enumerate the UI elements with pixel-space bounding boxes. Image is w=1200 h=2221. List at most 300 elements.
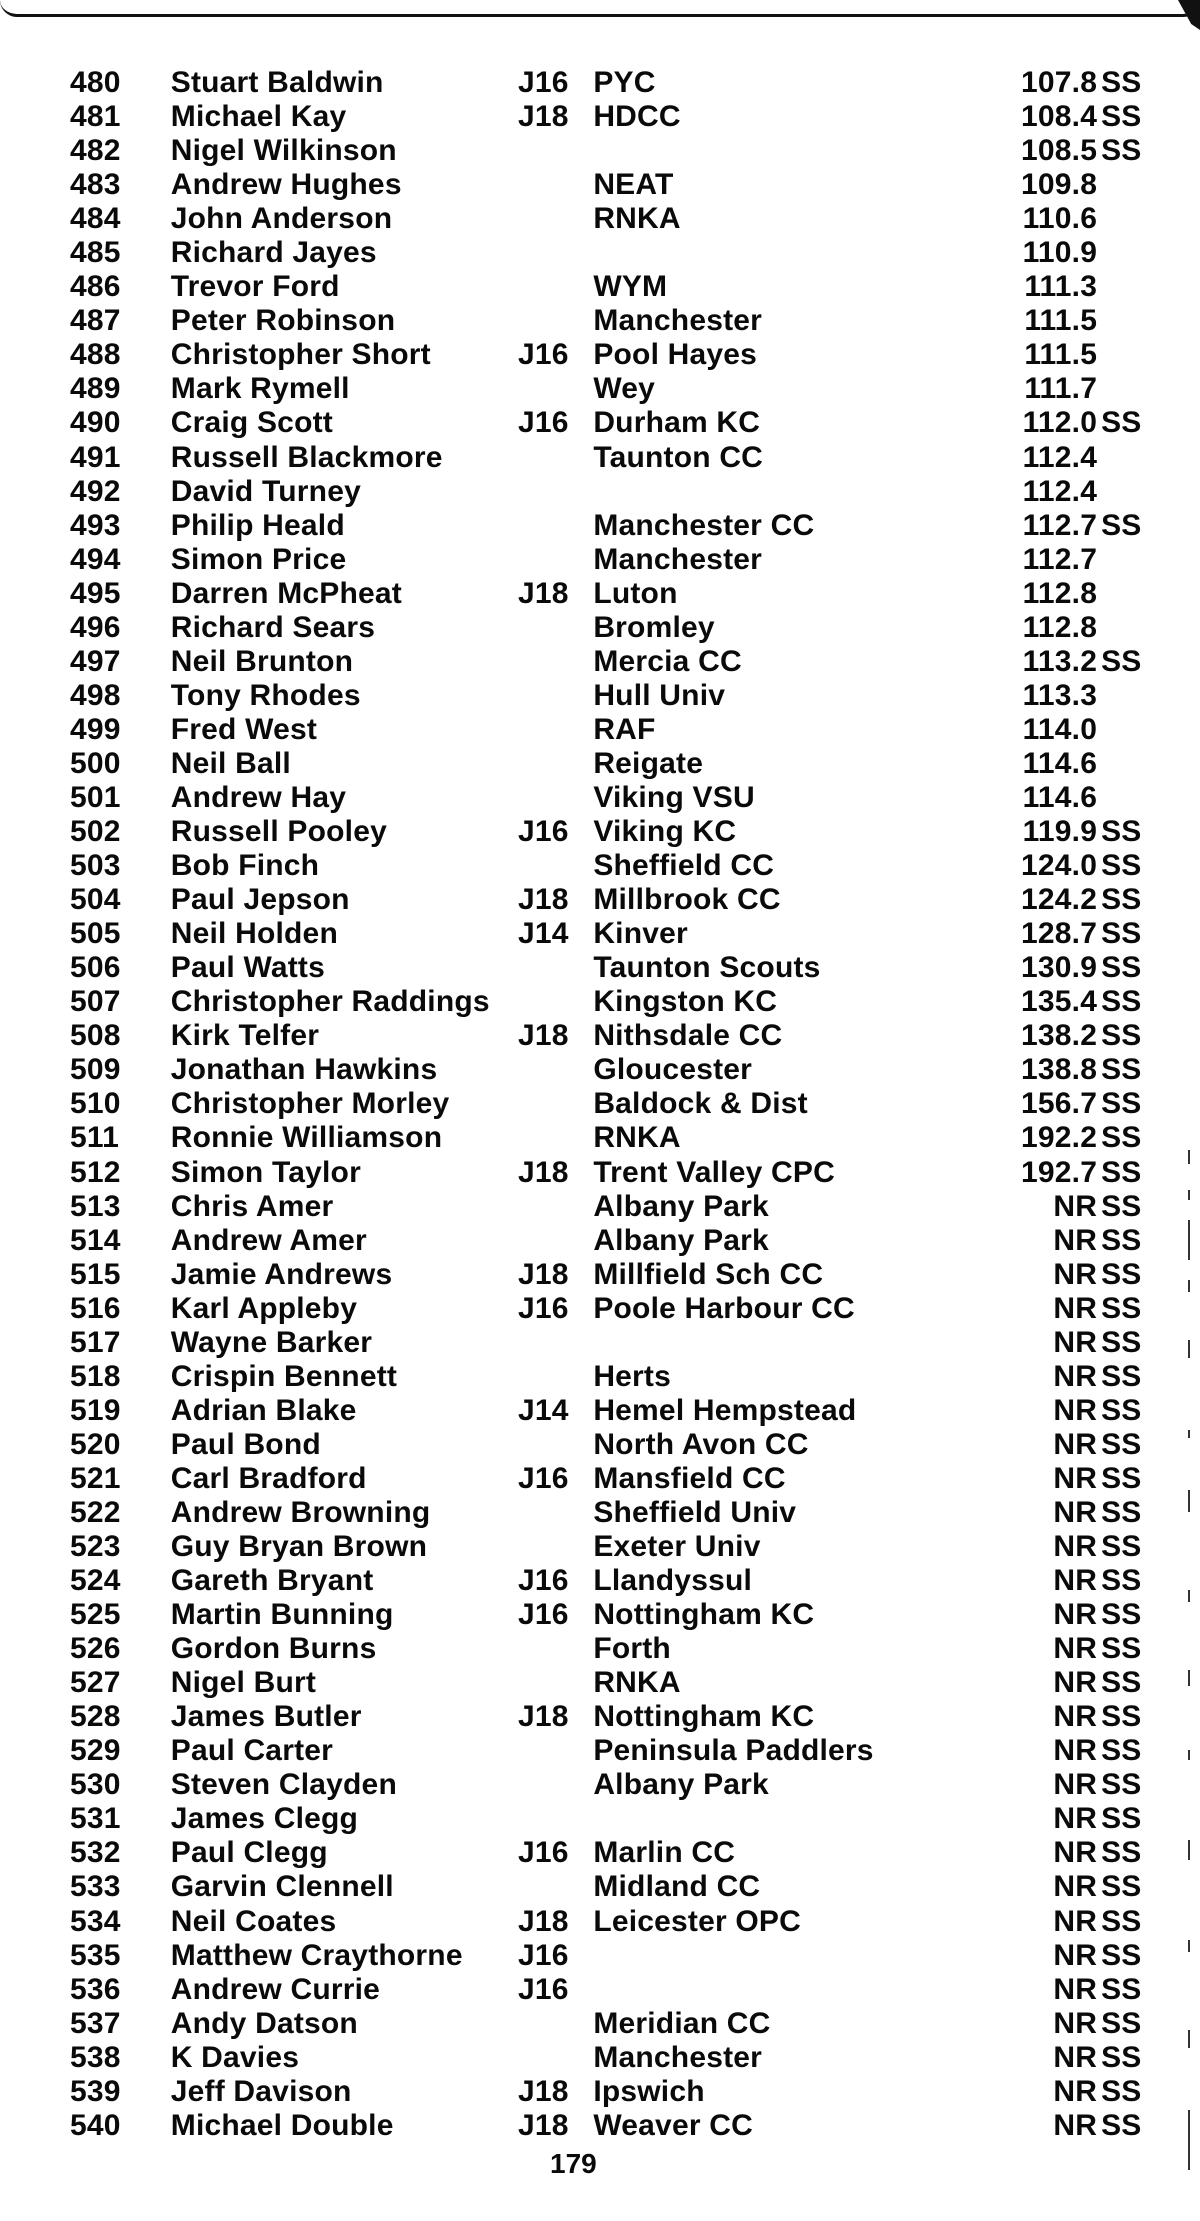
club-name: Albany Park bbox=[593, 1189, 769, 1223]
result-note: SS bbox=[1101, 406, 1142, 440]
result-time: 114.6 bbox=[1022, 746, 1098, 780]
entry-number: 530 bbox=[70, 1768, 121, 1802]
result-row bbox=[70, 1326, 1150, 1360]
entry-number: 536 bbox=[70, 1972, 121, 2006]
result-time: 110.9 bbox=[1022, 236, 1098, 270]
result-time: 110.6 bbox=[1022, 202, 1098, 236]
result-row bbox=[70, 1666, 1150, 1700]
result-time: NR bbox=[1053, 1461, 1098, 1495]
club-name: Albany Park bbox=[593, 1768, 769, 1802]
result-time: 107.8 bbox=[1021, 66, 1098, 99]
entry-number: 486 bbox=[70, 270, 121, 304]
entry-number: 512 bbox=[70, 1155, 121, 1189]
club-name: Weaver CC bbox=[593, 2108, 753, 2142]
club-name: Nottingham KC bbox=[593, 1598, 815, 1632]
result-time: 111.5 bbox=[1024, 304, 1098, 338]
result-note: SS bbox=[1101, 1632, 1142, 1666]
entry-number: 533 bbox=[70, 1870, 121, 1904]
age-class: J18 bbox=[518, 100, 569, 134]
competitor-name: Michael Kay bbox=[170, 100, 347, 134]
entry-number: 494 bbox=[70, 542, 121, 576]
competitor-name: Karl Appleby bbox=[170, 1291, 358, 1325]
age-class: J18 bbox=[518, 2108, 569, 2142]
entry-number: 511 bbox=[70, 1121, 119, 1155]
entry-number: 484 bbox=[70, 202, 121, 236]
competitor-name: Kirk Telfer bbox=[170, 1019, 320, 1053]
result-note: SS bbox=[1101, 951, 1142, 985]
competitor-name: Andrew Browning bbox=[170, 1495, 431, 1529]
competitor-name: Andrew Hughes bbox=[170, 168, 402, 202]
result-note: SS bbox=[1101, 883, 1142, 917]
result-time: 111.5 bbox=[1024, 338, 1098, 372]
entry-number: 515 bbox=[70, 1257, 121, 1291]
result-note: SS bbox=[1101, 849, 1142, 883]
club-name: Taunton Scouts bbox=[593, 951, 821, 985]
result-row bbox=[70, 645, 1150, 679]
entry-number: 493 bbox=[70, 508, 121, 542]
club-name: Bromley bbox=[593, 610, 715, 644]
competitor-name: John Anderson bbox=[170, 202, 393, 236]
result-note: SS bbox=[1101, 815, 1142, 849]
result-note: SS bbox=[1101, 1155, 1142, 1189]
result-note: SS bbox=[1101, 1223, 1142, 1257]
competitor-name: Andrew Amer bbox=[170, 1223, 367, 1257]
competitor-name: Craig Scott bbox=[170, 406, 333, 440]
result-row bbox=[70, 2041, 1150, 2075]
age-class: J16 bbox=[518, 1938, 569, 1972]
entry-number: 534 bbox=[70, 1904, 121, 1938]
result-time: NR bbox=[1053, 1598, 1098, 1632]
club-name: Nottingham KC bbox=[593, 1700, 815, 1734]
result-time: NR bbox=[1053, 1938, 1098, 1972]
competitor-name: Philip Heald bbox=[170, 508, 345, 542]
club-name: Forth bbox=[593, 1632, 671, 1666]
result-row bbox=[70, 2109, 1150, 2143]
result-time: 128.7 bbox=[1021, 917, 1098, 951]
result-time: 112.7 bbox=[1022, 542, 1098, 576]
result-time: 114.6 bbox=[1022, 780, 1098, 814]
competitor-name: Stuart Baldwin bbox=[170, 66, 384, 99]
entry-number: 497 bbox=[70, 644, 121, 678]
club-name: Viking VSU bbox=[593, 780, 755, 814]
page-top-edge bbox=[0, 0, 1200, 17]
result-time: NR bbox=[1053, 1393, 1098, 1427]
result-note: SS bbox=[1101, 1734, 1142, 1768]
entry-number: 487 bbox=[70, 304, 121, 338]
result-note: SS bbox=[1101, 1700, 1142, 1734]
result-row bbox=[70, 1598, 1150, 1632]
result-time: 192.7 bbox=[1021, 1155, 1098, 1189]
result-time: NR bbox=[1053, 2074, 1098, 2108]
result-time: NR bbox=[1053, 1666, 1098, 1700]
competitor-name: Trevor Ford bbox=[170, 270, 340, 304]
age-class: J18 bbox=[518, 576, 569, 610]
club-name: Durham KC bbox=[593, 406, 761, 440]
competitor-name: Christopher Short bbox=[170, 338, 431, 372]
competitor-name: David Turney bbox=[170, 474, 361, 508]
age-class: J18 bbox=[518, 1904, 569, 1938]
entry-number: 489 bbox=[70, 372, 121, 406]
result-note: SS bbox=[1101, 1904, 1142, 1938]
entry-number: 510 bbox=[70, 1087, 121, 1121]
result-row bbox=[70, 202, 1150, 236]
result-time: 124.2 bbox=[1021, 883, 1098, 917]
entry-number: 496 bbox=[70, 610, 121, 644]
result-row bbox=[70, 2007, 1150, 2041]
entry-number: 482 bbox=[70, 134, 121, 168]
club-name: Mansfield CC bbox=[593, 1461, 786, 1495]
entry-number: 532 bbox=[70, 1836, 121, 1870]
result-row bbox=[70, 1905, 1150, 1939]
entry-number: 540 bbox=[70, 2108, 121, 2142]
entry-number: 492 bbox=[70, 474, 121, 508]
result-time: 192.2 bbox=[1021, 1121, 1098, 1155]
result-row bbox=[70, 1258, 1150, 1292]
competitor-name: Neil Holden bbox=[170, 917, 338, 951]
competitor-name: K Davies bbox=[170, 2040, 300, 2074]
result-note: SS bbox=[1101, 1836, 1142, 1870]
club-name: Leicester OPC bbox=[593, 1904, 802, 1938]
result-row bbox=[70, 1428, 1150, 1462]
club-name: Herts bbox=[593, 1359, 672, 1393]
competitor-name: James Butler bbox=[170, 1700, 362, 1734]
age-class: J14 bbox=[518, 1393, 569, 1427]
result-note: SS bbox=[1101, 985, 1142, 1019]
result-row bbox=[70, 304, 1150, 338]
result-row bbox=[70, 747, 1150, 781]
result-row bbox=[70, 883, 1150, 917]
result-time: NR bbox=[1053, 1291, 1098, 1325]
result-note: SS bbox=[1101, 1053, 1142, 1087]
result-time: 112.4 bbox=[1022, 440, 1098, 474]
entry-number: 501 bbox=[70, 780, 121, 814]
club-name: WYM bbox=[593, 270, 668, 304]
result-row bbox=[70, 236, 1150, 270]
result-time: NR bbox=[1053, 1325, 1098, 1359]
entry-number: 519 bbox=[70, 1393, 121, 1427]
club-name: Wey bbox=[593, 372, 656, 406]
result-row bbox=[70, 1530, 1150, 1564]
entry-number: 508 bbox=[70, 1019, 121, 1053]
result-row bbox=[70, 1019, 1150, 1053]
age-class: J16 bbox=[518, 815, 569, 849]
entry-number: 491 bbox=[70, 440, 121, 474]
competitor-name: Jonathan Hawkins bbox=[170, 1053, 438, 1087]
competitor-name: Darren McPheat bbox=[170, 576, 402, 610]
competitor-name: Chris Amer bbox=[170, 1189, 334, 1223]
page-number: 179 bbox=[550, 2148, 597, 2179]
competitor-name: Simon Price bbox=[170, 542, 347, 576]
result-note: SS bbox=[1101, 1972, 1142, 2006]
age-class: J16 bbox=[518, 338, 569, 372]
result-time: 108.4 bbox=[1021, 100, 1098, 134]
competitor-name: Carl Bradford bbox=[170, 1461, 367, 1495]
result-time: NR bbox=[1053, 1189, 1098, 1223]
club-name: Meridian CC bbox=[593, 2006, 771, 2040]
result-row bbox=[70, 1632, 1150, 1666]
result-row bbox=[70, 168, 1150, 202]
result-note: SS bbox=[1101, 644, 1142, 678]
competitor-name: Adrian Blake bbox=[170, 1393, 357, 1427]
club-name: Pool Hayes bbox=[593, 338, 758, 372]
competitor-name: Neil Coates bbox=[170, 1904, 337, 1938]
entry-number: 490 bbox=[70, 406, 121, 440]
result-time: 135.4 bbox=[1021, 985, 1098, 1019]
result-time: NR bbox=[1053, 1870, 1098, 1904]
entry-number: 488 bbox=[70, 338, 121, 372]
result-time: NR bbox=[1053, 1495, 1098, 1529]
club-name: Gloucester bbox=[593, 1053, 753, 1087]
age-class: J18 bbox=[518, 1257, 569, 1291]
result-note: SS bbox=[1101, 508, 1142, 542]
competitor-name: Paul Watts bbox=[170, 951, 325, 985]
club-name: Reigate bbox=[593, 746, 704, 780]
result-note: SS bbox=[1101, 1257, 1142, 1291]
result-note: SS bbox=[1101, 2108, 1142, 2142]
club-name: Millfield Sch CC bbox=[593, 1257, 824, 1291]
result-row bbox=[70, 611, 1150, 645]
scan-edge-marks bbox=[1180, 1150, 1194, 2190]
age-class: J18 bbox=[518, 1155, 569, 1189]
club-name: Manchester bbox=[593, 542, 763, 576]
club-name: Ipswich bbox=[593, 2074, 705, 2108]
result-time: 112.4 bbox=[1022, 474, 1098, 508]
entry-number: 526 bbox=[70, 1632, 121, 1666]
age-class: J18 bbox=[518, 1019, 569, 1053]
age-class: J16 bbox=[518, 1598, 569, 1632]
club-name: Manchester bbox=[593, 304, 763, 338]
club-name: Poole Harbour CC bbox=[593, 1291, 855, 1325]
competitor-name: Gareth Bryant bbox=[170, 1564, 374, 1598]
competitor-name: Nigel Burt bbox=[170, 1666, 317, 1700]
result-row bbox=[70, 1802, 1150, 1836]
club-name: Luton bbox=[593, 576, 678, 610]
result-time: NR bbox=[1053, 2040, 1098, 2074]
competitor-name: Martin Bunning bbox=[170, 1598, 394, 1632]
result-time: 111.3 bbox=[1024, 270, 1098, 304]
result-time: NR bbox=[1053, 2108, 1098, 2142]
competitor-name: Peter Robinson bbox=[170, 304, 396, 338]
entry-number: 503 bbox=[70, 849, 121, 883]
result-row bbox=[70, 134, 1150, 168]
club-name: Viking KC bbox=[593, 815, 737, 849]
result-time: 108.5 bbox=[1021, 134, 1098, 168]
competitor-name: Guy Bryan Brown bbox=[170, 1530, 428, 1564]
entry-number: 539 bbox=[70, 2074, 121, 2108]
result-time: 112.7 bbox=[1022, 508, 1098, 542]
result-note: SS bbox=[1101, 1870, 1142, 1904]
result-note: SS bbox=[1101, 1666, 1142, 1700]
result-time: NR bbox=[1053, 1972, 1098, 2006]
result-note: SS bbox=[1101, 100, 1142, 134]
competitor-name: Tony Rhodes bbox=[170, 678, 361, 712]
competitor-name: Nigel Wilkinson bbox=[170, 134, 397, 168]
club-name: Trent Valley CPC bbox=[593, 1155, 835, 1189]
entry-number: 528 bbox=[70, 1700, 121, 1734]
result-row bbox=[70, 985, 1150, 1019]
result-row bbox=[70, 270, 1150, 304]
competitor-name: Gordon Burns bbox=[170, 1632, 377, 1666]
club-name: Hemel Hempstead bbox=[593, 1393, 857, 1427]
result-time: NR bbox=[1053, 1359, 1098, 1393]
result-note: SS bbox=[1101, 134, 1142, 168]
entry-number: 509 bbox=[70, 1053, 121, 1087]
entry-number: 517 bbox=[70, 1325, 121, 1359]
result-row bbox=[70, 1360, 1150, 1394]
result-row bbox=[70, 372, 1150, 406]
result-row bbox=[70, 815, 1150, 849]
result-row bbox=[70, 509, 1150, 543]
club-name: Mercia CC bbox=[593, 644, 742, 678]
competitor-name: Neil Brunton bbox=[170, 644, 354, 678]
competitor-name: Mark Rymell bbox=[170, 372, 350, 406]
result-note: SS bbox=[1101, 1938, 1142, 1972]
result-note: SS bbox=[1101, 1768, 1142, 1802]
result-row bbox=[70, 849, 1150, 883]
club-name: North Avon CC bbox=[593, 1427, 809, 1461]
club-name: NEAT bbox=[593, 168, 674, 202]
result-row bbox=[70, 441, 1150, 475]
result-time: NR bbox=[1053, 1700, 1098, 1734]
result-row bbox=[70, 543, 1150, 577]
competitor-name: Jamie Andrews bbox=[170, 1257, 393, 1291]
club-name: Peninsula Paddlers bbox=[593, 1734, 874, 1768]
club-name: HDCC bbox=[593, 100, 681, 134]
entry-number: 483 bbox=[70, 168, 121, 202]
age-class: J16 bbox=[518, 1836, 569, 1870]
age-class: J16 bbox=[518, 66, 569, 99]
result-row bbox=[70, 1394, 1150, 1428]
competitor-name: Garvin Clennell bbox=[170, 1870, 394, 1904]
club-name: Kinver bbox=[593, 917, 688, 951]
club-name: RNKA bbox=[593, 1666, 681, 1700]
result-time: 111.7 bbox=[1024, 372, 1098, 406]
result-note: SS bbox=[1101, 1802, 1142, 1836]
age-class: J16 bbox=[518, 1461, 569, 1495]
competitor-name: Ronnie Williamson bbox=[170, 1121, 443, 1155]
result-row bbox=[70, 1939, 1150, 1973]
result-row bbox=[70, 577, 1150, 611]
result-time: 112.8 bbox=[1022, 576, 1098, 610]
result-note: SS bbox=[1101, 1087, 1142, 1121]
club-name: Millbrook CC bbox=[593, 883, 781, 917]
club-name: PYC bbox=[593, 66, 656, 99]
competitor-name: Russell Pooley bbox=[170, 815, 387, 849]
age-class: J14 bbox=[518, 917, 569, 951]
club-name: Manchester bbox=[593, 2040, 763, 2074]
entry-number: 513 bbox=[70, 1189, 121, 1223]
result-time: NR bbox=[1053, 1632, 1098, 1666]
result-row bbox=[70, 951, 1150, 985]
result-note: SS bbox=[1101, 1495, 1142, 1529]
result-row bbox=[70, 1462, 1150, 1496]
club-name: RAF bbox=[593, 712, 656, 746]
result-note: SS bbox=[1101, 1189, 1142, 1223]
competitor-name: Paul Bond bbox=[170, 1427, 321, 1461]
competitor-name: Matthew Craythorne bbox=[170, 1938, 463, 1972]
result-row bbox=[70, 1768, 1150, 1802]
competitor-name: Christopher Raddings bbox=[170, 985, 490, 1019]
result-row bbox=[70, 679, 1150, 713]
result-time: 138.2 bbox=[1021, 1019, 1098, 1053]
result-row bbox=[70, 100, 1150, 134]
result-note: SS bbox=[1101, 66, 1142, 99]
entry-number: 506 bbox=[70, 951, 121, 985]
result-time: NR bbox=[1053, 1564, 1098, 1598]
result-note: SS bbox=[1101, 917, 1142, 951]
age-class: J16 bbox=[518, 1564, 569, 1598]
competitor-name: Richard Sears bbox=[170, 610, 376, 644]
result-note: SS bbox=[1101, 1564, 1142, 1598]
result-row bbox=[70, 1734, 1150, 1768]
club-name: Nithsdale CC bbox=[593, 1019, 783, 1053]
age-class: J18 bbox=[518, 883, 569, 917]
entry-number: 485 bbox=[70, 236, 121, 270]
entry-number: 504 bbox=[70, 883, 121, 917]
entry-number: 525 bbox=[70, 1598, 121, 1632]
competitor-name: Christopher Morley bbox=[170, 1087, 450, 1121]
entry-number: 523 bbox=[70, 1530, 121, 1564]
club-name: Albany Park bbox=[593, 1223, 769, 1257]
results-list bbox=[70, 66, 1150, 2143]
entry-number: 535 bbox=[70, 1938, 121, 1972]
entry-number: 499 bbox=[70, 712, 121, 746]
club-name: Sheffield CC bbox=[593, 849, 775, 883]
club-name: Manchester CC bbox=[593, 508, 815, 542]
competitor-name: Crispin Bennett bbox=[170, 1359, 398, 1393]
result-row bbox=[70, 1292, 1150, 1326]
result-time: NR bbox=[1053, 1802, 1098, 1836]
result-time: NR bbox=[1053, 1223, 1098, 1257]
entry-number: 521 bbox=[70, 1461, 121, 1495]
entry-number: 495 bbox=[70, 576, 121, 610]
result-time: NR bbox=[1053, 1427, 1098, 1461]
competitor-name: Fred West bbox=[170, 712, 318, 746]
competitor-name: Paul Carter bbox=[170, 1734, 334, 1768]
result-time: 114.0 bbox=[1022, 712, 1098, 746]
entry-number: 538 bbox=[70, 2040, 121, 2074]
competitor-name: Neil Ball bbox=[170, 746, 291, 780]
result-time: 119.9 bbox=[1022, 815, 1098, 849]
result-row bbox=[70, 338, 1150, 372]
result-row bbox=[70, 1224, 1150, 1258]
result-time: 130.9 bbox=[1021, 951, 1098, 985]
result-row bbox=[70, 917, 1150, 951]
result-row bbox=[70, 1496, 1150, 1530]
result-time: 109.8 bbox=[1021, 168, 1098, 202]
club-name: Marlin CC bbox=[593, 1836, 736, 1870]
club-name: RNKA bbox=[593, 202, 681, 236]
result-time: NR bbox=[1053, 2006, 1098, 2040]
result-time: 113.3 bbox=[1022, 678, 1098, 712]
entry-number: 516 bbox=[70, 1291, 121, 1325]
club-name: Baldock & Dist bbox=[593, 1087, 808, 1121]
age-class: J18 bbox=[518, 1700, 569, 1734]
entry-number: 527 bbox=[70, 1666, 121, 1700]
result-row bbox=[70, 66, 1150, 100]
age-class: J16 bbox=[518, 406, 569, 440]
result-time: 138.8 bbox=[1021, 1053, 1098, 1087]
entry-number: 520 bbox=[70, 1427, 121, 1461]
entry-number: 505 bbox=[70, 917, 121, 951]
result-note: SS bbox=[1101, 2006, 1142, 2040]
entry-number: 481 bbox=[70, 100, 121, 134]
entry-number: 518 bbox=[70, 1359, 121, 1393]
result-row bbox=[70, 475, 1150, 509]
result-time: NR bbox=[1053, 1836, 1098, 1870]
result-time: NR bbox=[1053, 1768, 1098, 1802]
entry-number: 480 bbox=[70, 66, 121, 99]
